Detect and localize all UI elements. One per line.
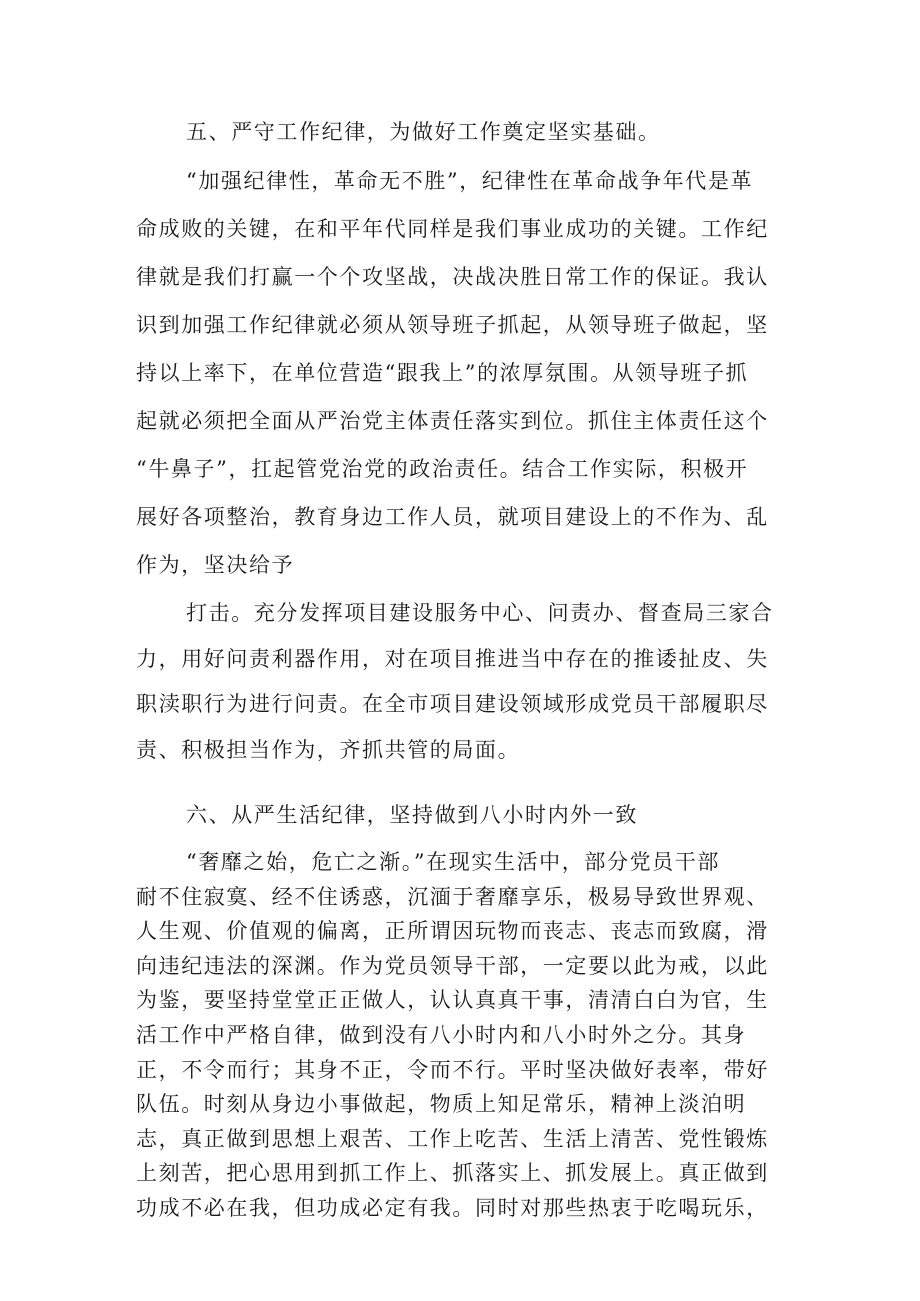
- paragraph-line: 责、积极担当作为，齐抓共管的局面。: [136, 737, 521, 762]
- paragraph-line: 识到加强工作纪律就必须从领导班子抓起，从领导班子做起，坚: [136, 313, 769, 337]
- paragraph-line: 命成败的关键，在和平年代同样是我们事业成功的关键。工作纪: [136, 217, 769, 241]
- paragraph-line: 律就是我们打赢一个个攻坚战，决战决胜日常工作的保证。我认: [136, 265, 769, 289]
- paragraph-line: 持以上率下，在单位营造“跟我上”的浓厚氛围。从领导班子抓: [136, 361, 749, 385]
- paragraph-line: 人生观、价值观的偏离，正所谓因玩物而丧志、丧志而致腐，滑: [136, 919, 769, 944]
- paragraph-line: 职渎职行为进行问责。在全市项目建设领域形成党员干部履职尽: [136, 692, 769, 717]
- paragraph-line: 作为，坚决给予: [136, 553, 295, 577]
- paragraph-line: 活工作中严格自律，做到没有八小时内和八小时外之分。其身: [136, 1022, 747, 1047]
- paragraph-line: 上刻苦，把心思用到抓工作上、抓落实上、抓发展上。真正做到: [136, 1161, 769, 1186]
- section-5-paragraph: [136, 157, 786, 589]
- paragraph-line: 打击。充分发挥项目建设服务中心、问责办、督查局三家合: [186, 601, 774, 625]
- paragraph-line: 队伍。时刻从身边小事做起，物质上知足常乐，精神上淡泊明: [136, 1092, 747, 1117]
- section-6-paragraph: [136, 845, 786, 1226]
- paragraph-line: 为鉴，要坚持堂堂正正做人，认认真真干事，清清白白为官，生: [136, 988, 769, 1013]
- paragraph-line: 正，不令而行；其身不正，令而不行。平时坚决做好表率，带好: [136, 1057, 769, 1082]
- paragraph-line: 功成不必在我，但功成必定有我。同时对那些热衷于吃喝玩乐，: [136, 1195, 769, 1220]
- paragraph-line: “奢靡之始，危亡之渐。”在现实生活中，部分党员干部: [186, 850, 720, 874]
- paragraph-line: 志，真正做到思想上艰苦、工作上吃苦、生活上清苦、党性锻炼: [136, 1126, 769, 1151]
- paragraph-line: 展好各项整治，教育身边工作人员，就项目建设上的不作为、乱: [136, 505, 769, 529]
- paragraph-line: 耐不住寂寞、经不住诱惑，沉湎于奢靡享乐，极易导致世界观、: [136, 884, 769, 909]
- paragraph-line: 起就必须把全面从严治党主体责任落实到位。抓住主体责任这个: [136, 409, 769, 433]
- section-heading-6: 六、从严生活纪律，坚持做到八小时内外一致: [186, 803, 638, 827]
- paragraph-line: 力，用好问责利器作用，对在项目推进当中存在的推诿扯皮、失: [136, 646, 769, 671]
- section-5-continuation: [136, 591, 786, 773]
- section-heading-5: 五、严守工作纪律，为做好工作奠定坚实基础。: [186, 120, 661, 144]
- paragraph-line: “牛鼻子”，扛起管党治党的政治责任。结合工作实际，积极开: [136, 457, 749, 481]
- paragraph-line: 向违纪违法的深渊。作为党员领导干部，一定要以此为戒，以此: [136, 953, 769, 978]
- paragraph-line: “加强纪律性，革命无不胜”，纪律性在革命战争年代是革: [186, 169, 754, 193]
